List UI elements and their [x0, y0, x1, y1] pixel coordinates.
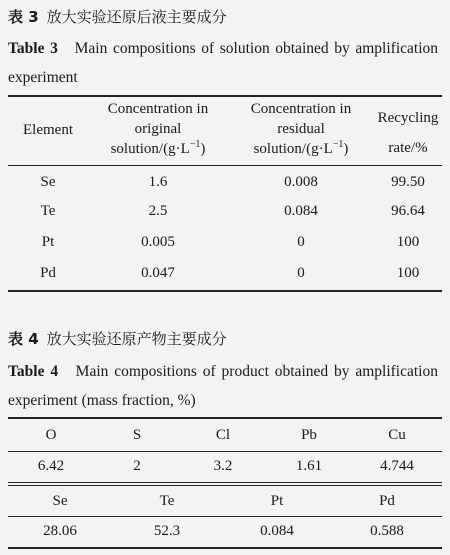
- value-cell: 1.61: [295, 458, 323, 474]
- value-cell: 3.2: [213, 458, 233, 474]
- cell-residual: 0: [297, 234, 305, 250]
- table3-top-rule: [8, 95, 442, 97]
- header-line: rate/%: [388, 140, 428, 156]
- value-cell: 0.084: [260, 523, 294, 539]
- table3-header-rate: [368, 108, 448, 158]
- cell-element: Pt: [41, 234, 55, 250]
- header-line: original: [134, 121, 182, 137]
- table4-title-cn: 放大实验还原产物主要成分: [46, 332, 227, 348]
- cell-rate: 96.64: [391, 203, 425, 219]
- table4-label-cn: 表 4: [8, 330, 39, 348]
- cell-residual: 0.084: [284, 203, 318, 219]
- cell-element: Pd: [40, 265, 56, 281]
- header-cell: Te: [159, 493, 175, 509]
- table3-label-cn: 表 3: [8, 8, 39, 26]
- table3-header-element: Element: [23, 122, 73, 138]
- table4-title-en: Main compositions of product obtained by amplification experiment (mass fraction, %): [8, 363, 438, 409]
- cell-original: 2.5: [148, 203, 168, 219]
- header-cell: Pt: [270, 493, 284, 509]
- table3-header-rule: [8, 165, 442, 166]
- header-cell: Cu: [388, 427, 406, 443]
- header-cell: Cl: [215, 427, 231, 443]
- table3-header-residual: [228, 99, 374, 159]
- value-cell: 52.3: [153, 523, 181, 539]
- unit-superscript: −1: [189, 139, 201, 150]
- header-line: Concentration in: [250, 101, 352, 117]
- value-cell: 6.42: [37, 458, 65, 474]
- header-line: residual: [277, 121, 325, 137]
- header-line-close: ): [200, 141, 206, 157]
- cell-residual: 0: [297, 265, 305, 281]
- table3-label-en: Table 3: [8, 40, 58, 57]
- header-line: [228, 139, 374, 159]
- header-line: Recycling: [377, 110, 439, 126]
- header-line-close: ): [343, 141, 349, 157]
- table4-block-separator: [8, 485, 442, 486]
- header-cell: O: [45, 427, 57, 443]
- cell-original: 0.005: [141, 234, 175, 250]
- header-cell: Se: [52, 493, 68, 509]
- header-line: Concentration in: [107, 101, 209, 117]
- header-cell: Pb: [301, 427, 317, 443]
- cell-original: 0.047: [141, 265, 175, 281]
- header-line-text: solution/(g·L: [110, 141, 190, 157]
- table4-label-en: Table 4: [8, 363, 59, 380]
- table4-caption-en: [8, 357, 438, 415]
- table3-title-cn: 放大实验还原后液主要成分: [46, 10, 227, 26]
- value-cell: 2: [133, 458, 141, 474]
- value-cell: 28.06: [43, 523, 77, 539]
- unit-superscript: −1: [332, 139, 344, 150]
- table4-block1-header-rule: [8, 451, 442, 452]
- header-line: [88, 139, 228, 159]
- table4-bottom-rule: [8, 547, 442, 549]
- cell-rate: 100: [396, 234, 420, 250]
- header-cell: S: [132, 427, 142, 443]
- table3-caption-en: [8, 34, 438, 92]
- header-cell: Pd: [379, 493, 395, 509]
- cell-rate: 99.50: [391, 174, 425, 190]
- cell-element: Se: [40, 174, 56, 190]
- header-line-text: solution/(g·L: [253, 141, 333, 157]
- table4-block2-header-rule: [8, 516, 442, 517]
- table3-title-en: Main compositions of solution obtained by amplification experiment: [8, 40, 439, 86]
- cell-element: Te: [40, 203, 56, 219]
- table3-bottom-rule: [8, 290, 442, 292]
- table4-caption-cn: [8, 328, 227, 349]
- value-cell: 0.588: [370, 523, 404, 539]
- table3-header-original: [88, 99, 228, 159]
- cell-original: 1.6: [148, 174, 168, 190]
- table4-top-rule: [8, 417, 442, 419]
- table4-block-separator: [8, 482, 442, 483]
- cell-residual: 0.008: [284, 174, 318, 190]
- cell-rate: 100: [396, 265, 420, 281]
- value-cell: 4.744: [380, 458, 414, 474]
- table3-caption-cn: [8, 6, 227, 27]
